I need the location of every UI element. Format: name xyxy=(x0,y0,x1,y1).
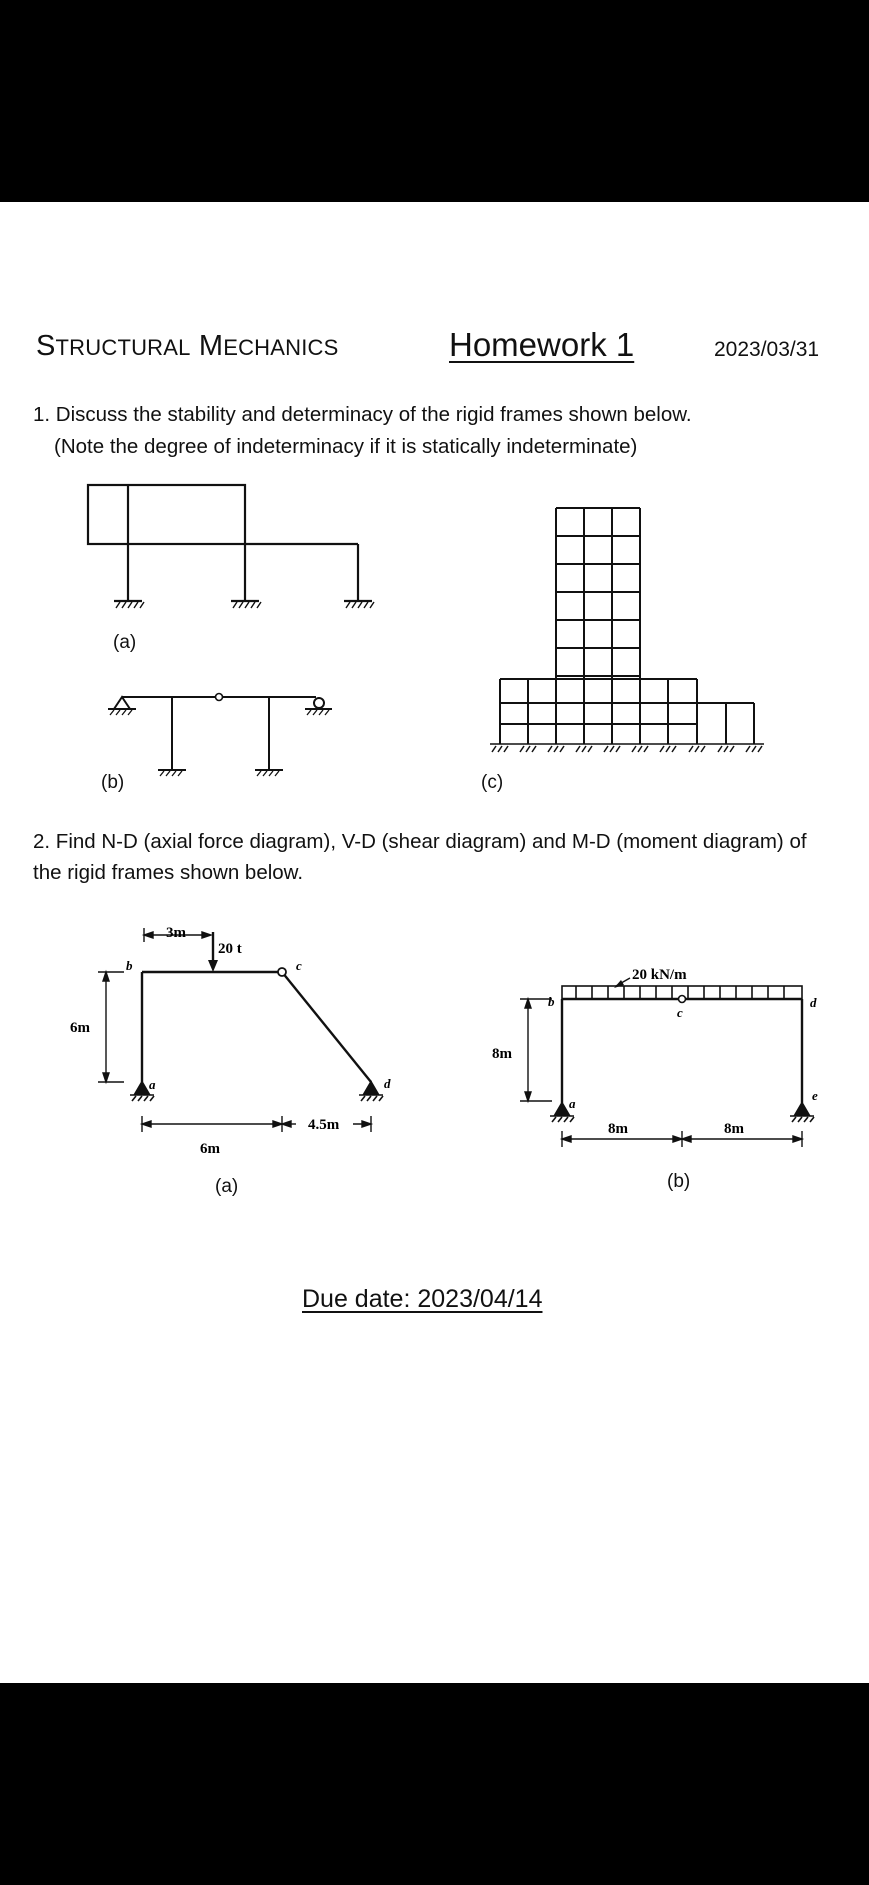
span-left-8m-label: 8m xyxy=(608,1121,628,1137)
question-2-line-1: 2. Find N-D (axial force diagram), V-D (shear diagram) and M-D (moment diagram) of xyxy=(33,830,807,853)
assignment-date: 2023/03/31 xyxy=(714,338,820,361)
node-c-label: c xyxy=(296,958,302,973)
top-black-bar xyxy=(0,0,869,202)
frame-1b-diagram xyxy=(100,685,340,780)
frame-1c-diagram xyxy=(480,500,780,770)
homework-title: Homework 1 xyxy=(449,326,635,363)
bottom-black-bar xyxy=(0,1683,869,1885)
height-8m-label: 8m xyxy=(492,1046,512,1062)
q1-label-c: (c) xyxy=(481,772,504,793)
node-a-label: a xyxy=(569,1096,576,1111)
node-b-label: b xyxy=(548,994,555,1009)
q1-label-b: (b) xyxy=(101,772,125,793)
frame-1a-diagram xyxy=(80,480,390,610)
question-2-line-2: the rigid frames shown below. xyxy=(33,861,304,884)
frame-2a-diagram xyxy=(60,920,420,1165)
node-d-label: d xyxy=(384,1076,391,1091)
q2-label-b: (b) xyxy=(667,1171,691,1192)
node-c-label: c xyxy=(677,1005,683,1020)
load-20t-label: 20 t xyxy=(218,941,242,957)
due-date: Due date: 2023/04/14 xyxy=(302,1285,543,1313)
q1-label-a: (a) xyxy=(113,632,137,653)
node-b-label: b xyxy=(126,958,133,973)
load-20kn-label: 20 kN/m xyxy=(632,967,687,983)
node-a-label: a xyxy=(149,1077,156,1092)
course-title: STRUCTURAL MECHANICS xyxy=(36,330,339,362)
question-1-line-2: (Note the degree of indeterminacy if it is statically indeterminate) xyxy=(54,435,638,458)
q2-label-a: (a) xyxy=(215,1176,239,1197)
node-d-label: d xyxy=(810,995,817,1010)
height-6m-label: 6m xyxy=(70,1020,90,1036)
span-4-5m-label: 4.5m xyxy=(308,1117,340,1133)
span-6m-label: 6m xyxy=(200,1141,220,1157)
dim-3m-label: 3m xyxy=(166,925,186,941)
question-1-line-1: 1. Discuss the stability and determinacy of the rigid frames shown below. xyxy=(33,403,692,426)
span-right-8m-label: 8m xyxy=(724,1121,744,1137)
node-e-label: e xyxy=(812,1088,818,1103)
frame-2b-diagram xyxy=(480,955,830,1165)
